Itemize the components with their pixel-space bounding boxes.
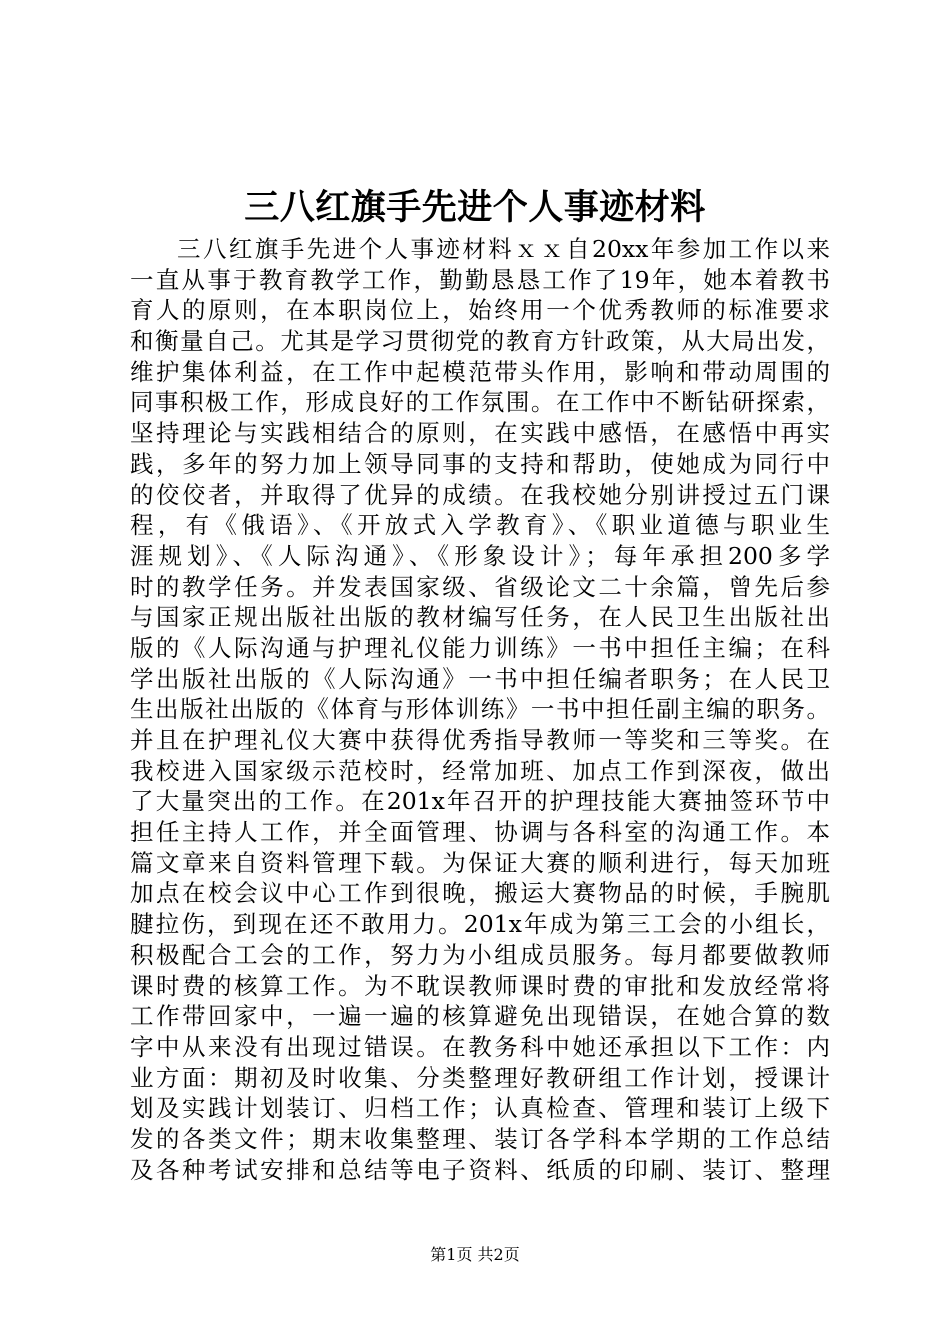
body-line: 了大量突出的工作。在201x年召开的护理技能大赛抽签环节中 xyxy=(130,787,830,816)
body-line: 及各种考试安排和总结等电子资料、纸质的印刷、装订、整理 xyxy=(130,1155,830,1184)
body-line: 践，多年的努力加上领导同事的支持和帮助，使她成为同行中 xyxy=(130,449,830,478)
page-number-label: 第1页 共2页 xyxy=(430,1245,520,1264)
body-line: 发的各类文件；期末收集整理、装订各学科本学期的工作总结 xyxy=(130,1124,830,1153)
body-line: 版的《人际沟通与护理礼仪能力训练》一书中担任主编；在科 xyxy=(130,633,830,662)
body-line: 加点在校会议中心工作到很晚，搬运大赛物品的时候，手腕肌 xyxy=(130,879,830,908)
body-line: 与国家正规出版社出版的教材编写任务，在人民卫生出版社出 xyxy=(130,603,830,632)
body-line: 三八红旗手先进个人事迹材料ｘｘ自20xx年参加工作以来 xyxy=(177,235,830,263)
body-line: 生出版社出版的《体育与形体训练》一书中担任副主编的职务。 xyxy=(130,695,830,724)
body-line: 的佼佼者，并取得了优异的成绩。在我校她分别讲授过五门课 xyxy=(130,480,830,509)
body-line: 积极配合工会的工作，努力为小组成员服务。每月都要做教师 xyxy=(130,940,830,969)
body-line: 字中从来没有出现过错误。在教务科中她还承担以下工作：内 xyxy=(130,1032,830,1061)
body-line: 担任主持人工作，并全面管理、协调与各科室的沟通工作。本 xyxy=(130,818,830,847)
body-line: 划及实践计划装订、归档工作；认真检查、管理和装订上级下 xyxy=(130,1094,830,1123)
body-line: 涯规划》、《人际沟通》、《形象设计》；每年承担200多学 xyxy=(130,541,830,570)
body-line: 坚持理论与实践相结合的原则，在实践中感悟，在感悟中再实 xyxy=(130,419,830,448)
body-line: 我校进入国家级示范校时，经常加班、加点工作到深夜，做出 xyxy=(130,756,830,785)
body-line: 业方面：期初及时收集、分类整理好教研组工作计划，授课计 xyxy=(130,1063,830,1092)
body-line: 课时费的核算工作。为不耽误教师课时费的审批和发放经常将 xyxy=(130,971,830,1000)
page-footer xyxy=(0,1244,950,1266)
body-line: 同事积极工作，形成良好的工作氛围。在工作中不断钻研探索， xyxy=(130,388,830,417)
body-line: 工作带回家中，一遍一遍的核算避免出现错误，在她合算的数 xyxy=(130,1002,830,1031)
body-line: 一直从事于教育教学工作，勤勤恳恳工作了19年，她本着教书 xyxy=(130,265,830,294)
body-line: 时的教学任务。并发表国家级、省级论文二十余篇，曾先后参 xyxy=(130,572,830,601)
body-line: 和衡量自己。尤其是学习贯彻党的教育方针政策，从大局出发， xyxy=(130,327,830,356)
body-line: 育人的原则，在本职岗位上，始终用一个优秀教师的标准要求 xyxy=(130,296,830,325)
document-title: 三八红旗手先进个人事迹材料 xyxy=(244,187,706,228)
body-line: 篇文章来自资料管理下载。为保证大赛的顺利进行，每天加班 xyxy=(130,848,830,877)
body-line: 维护集体利益，在工作中起模范带头作用，影响和带动周围的 xyxy=(130,357,830,386)
body-line: 并且在护理礼仪大赛中获得优秀指导教师一等奖和三等奖。在 xyxy=(130,726,830,754)
document-body xyxy=(130,234,830,1185)
body-line: 程，有《俄语》、《开放式入学教育》、《职业道德与职业生 xyxy=(130,511,830,540)
body-line: 腱拉伤，到现在还不敢用力。201x年成为第三工会的小组长， xyxy=(130,910,830,939)
body-line: 学出版社出版的《人际沟通》一书中担任编者职务；在人民卫 xyxy=(130,664,830,693)
